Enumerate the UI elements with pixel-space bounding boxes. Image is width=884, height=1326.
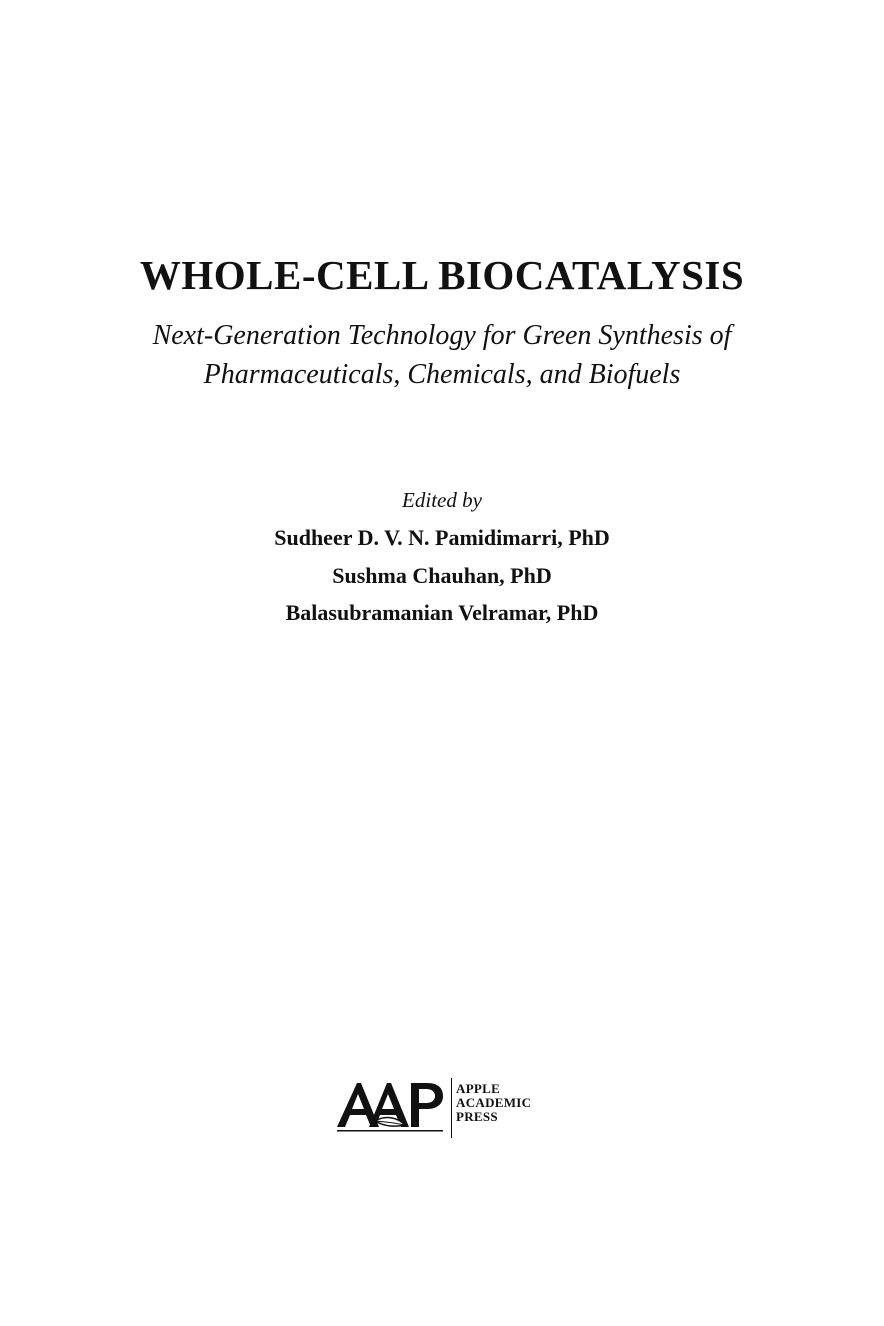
publisher-name-line-2: ACADEMIC: [456, 1095, 532, 1110]
book-subtitle-line-1: Next-Generation Technology for Green Synthesis of: [152, 320, 732, 351]
editor-name-3: Balasubramanian Velramar, PhD: [285, 600, 599, 625]
publisher-name: [456, 1082, 531, 1124]
book-subtitle-line-2: Pharmaceuticals, Chemicals, and Biofuels: [203, 359, 681, 390]
edited-by-label: Edited by: [402, 488, 482, 512]
book-title: WHOLE-CELL BIOCATALYSIS: [139, 252, 745, 298]
logo-divider: [451, 1078, 452, 1138]
publisher-name-line-1: APPLE: [456, 1081, 501, 1096]
editor-name-1: Sudheer D. V. N. Pamidimarri, PhD: [274, 525, 610, 550]
aap-logo-icon: [335, 1075, 447, 1141]
editor-name-2: Sushma Chauhan, PhD: [332, 563, 552, 588]
publisher-logo: [335, 1075, 565, 1141]
publisher-name-line-3: PRESS: [456, 1109, 498, 1124]
